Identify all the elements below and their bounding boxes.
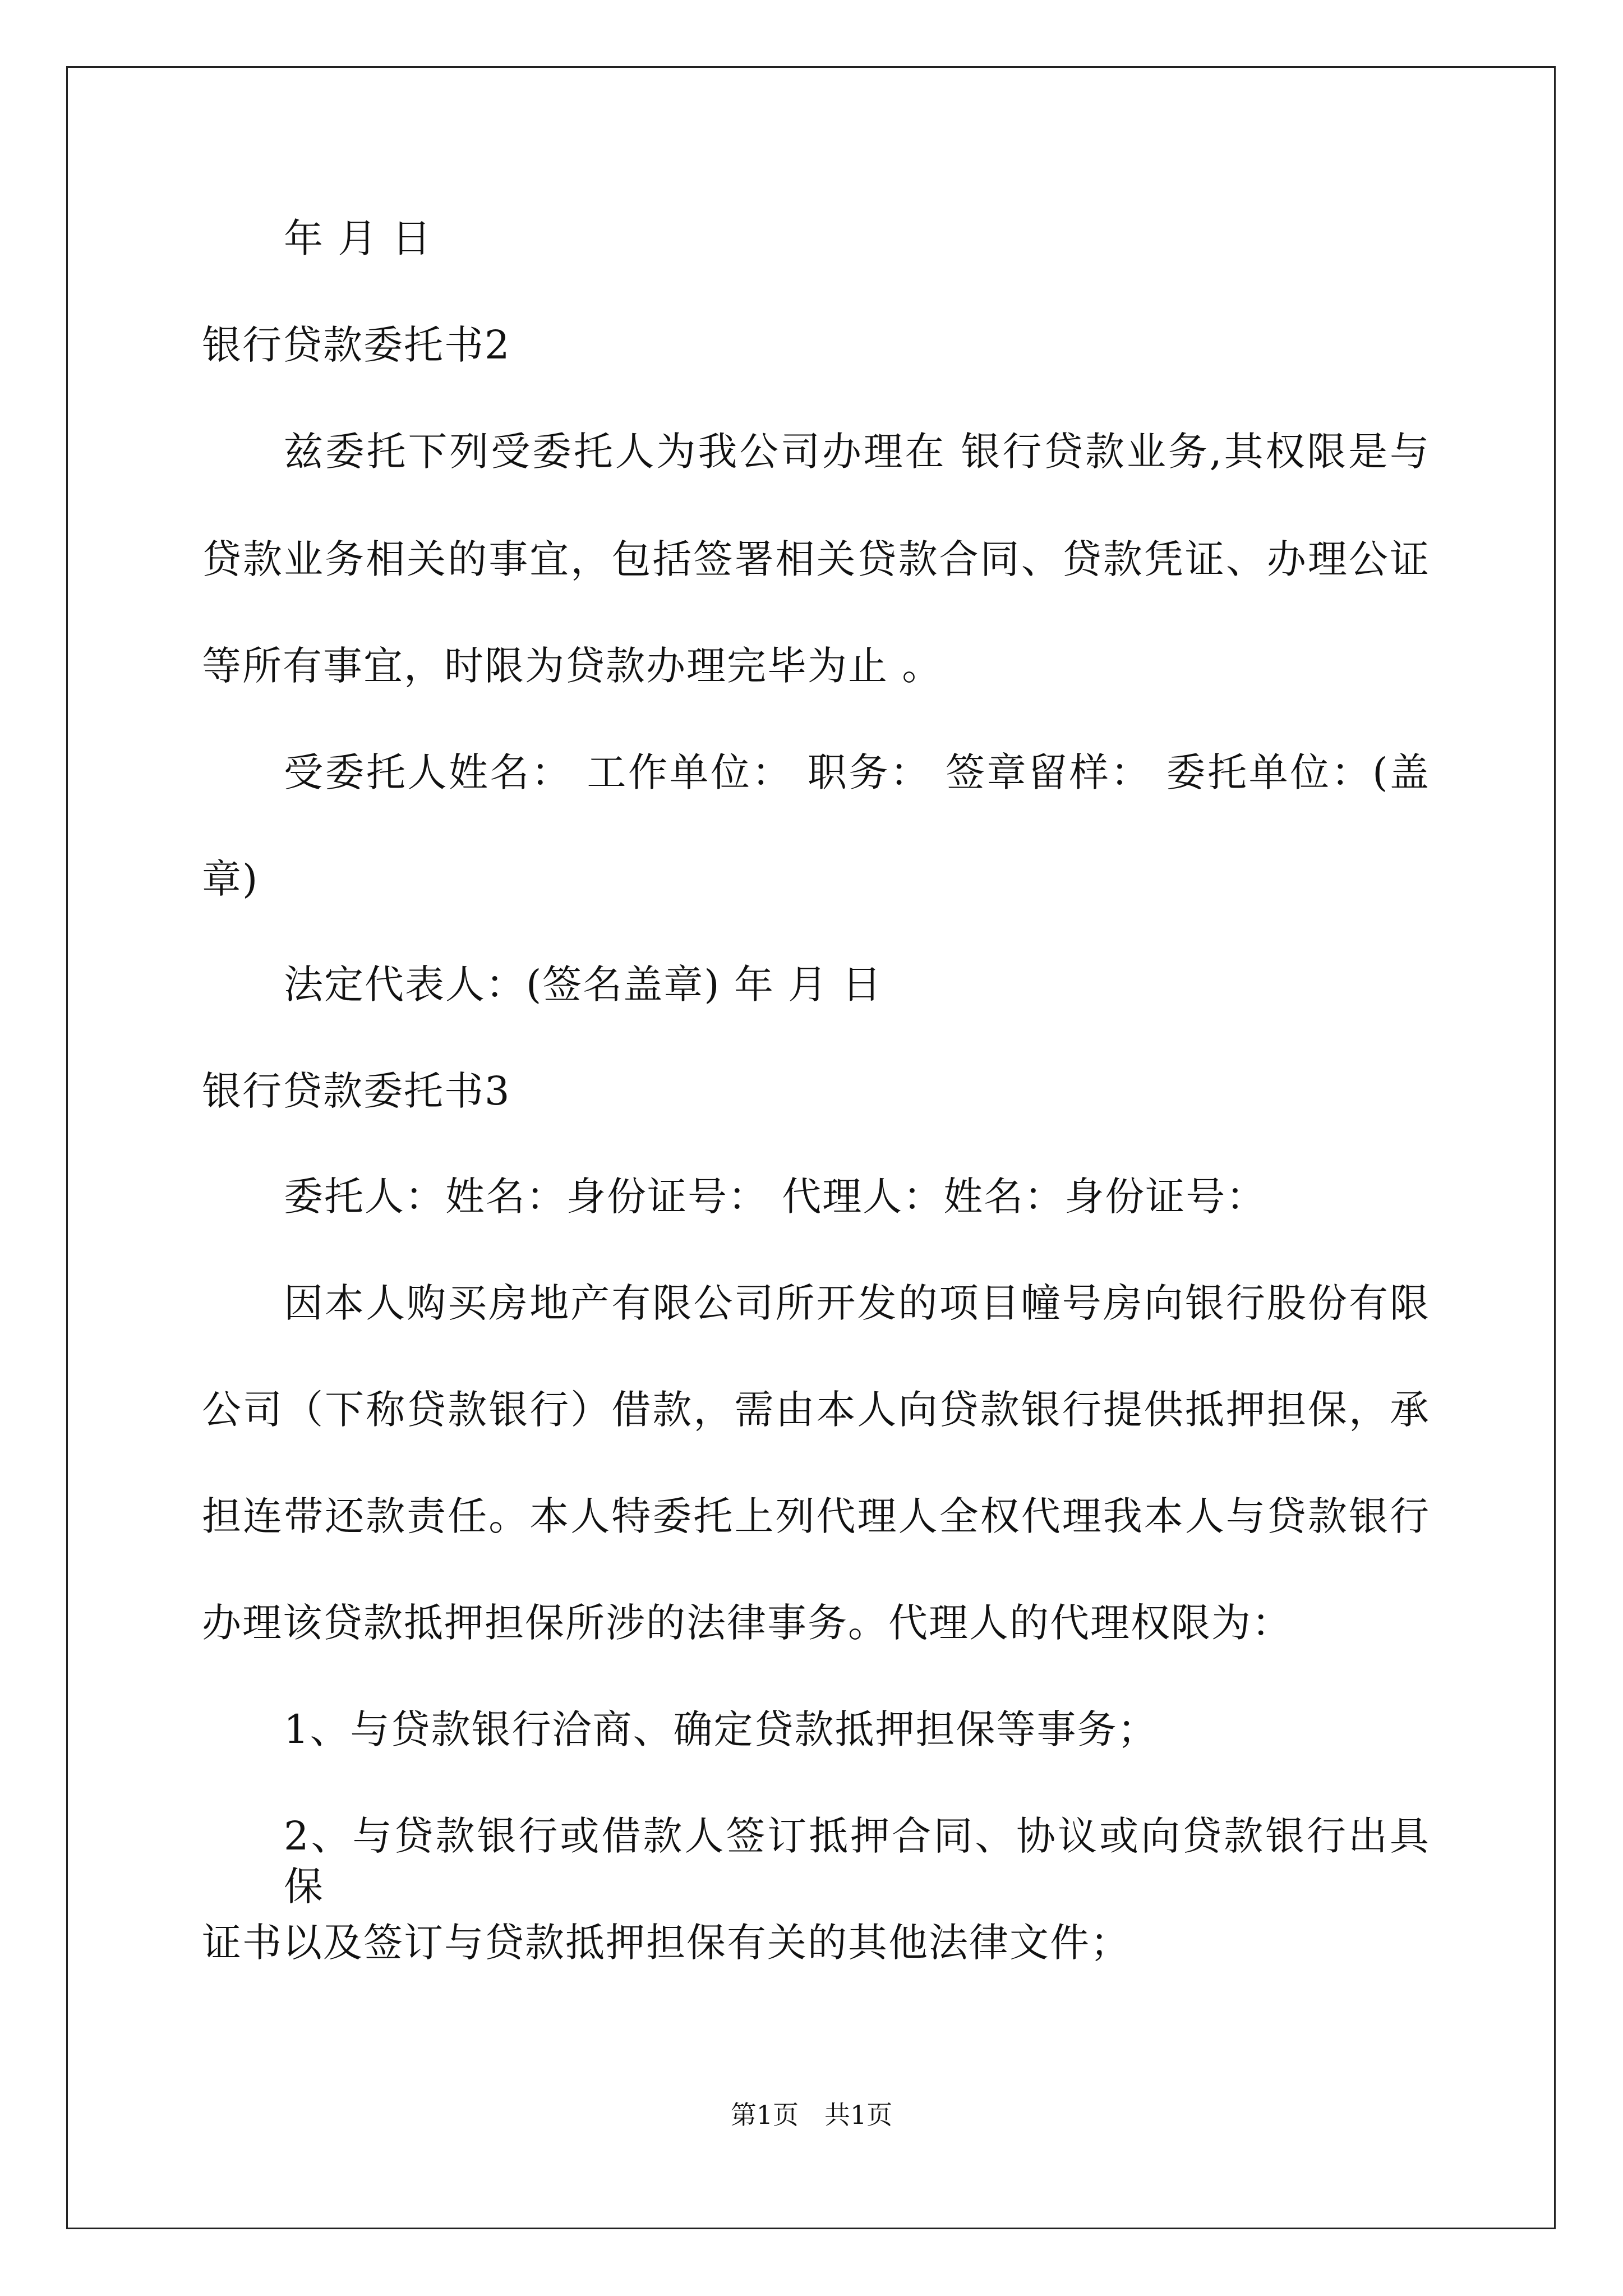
section-heading-3: 银行贷款委托书3 (202, 1068, 511, 1114)
paragraph-line: 担连带还款责任。本人特委托上列代理人全权代理我本人与贷款银行 (202, 1493, 1430, 1539)
paragraph-line: 受委托人姓名： 工作单位： 职务： 签章留样： 委托单位：(盖 (284, 749, 1430, 795)
paragraph-line: 章) (202, 856, 259, 902)
signature-line: 法定代表人：(签名盖章) 年 月 日 (284, 961, 883, 1007)
paragraph-line: 公司（下称贷款银行）借款，需由本人向贷款银行提供抵押担保，承 (202, 1387, 1430, 1433)
page-number: 第1页 共1页 (730, 2100, 893, 2130)
paragraph-line: 等所有事宜，时限为贷款办理完毕为止 。 (202, 643, 943, 689)
paragraph-line: 办理该贷款抵押担保所涉的法律事务。代理人的代理权限为： (202, 1600, 1292, 1646)
section-heading-2: 银行贷款委托书2 (202, 322, 511, 368)
paragraph-line: 贷款业务相关的事宜，包括签署相关贷款合同、贷款凭证、办理公证 (202, 536, 1430, 582)
list-item-continuation: 证书以及签订与贷款抵押担保有关的其他法律文件； (202, 1920, 1131, 1966)
list-item: 1、与贷款银行洽商、确定贷款抵押担保等事务； (284, 1706, 1158, 1752)
paragraph-line: 兹委托下列受委托人为我公司办理在 银行贷款业务,其权限是与 (284, 429, 1430, 475)
date-line: 年 月 日 (284, 215, 432, 261)
paragraph-line: 因本人购买房地产有限公司所开发的项目幢号房向银行股份有限 (284, 1280, 1430, 1326)
paragraph-line: 委托人：姓名：身份证号： 代理人：姓名：身份证号： (284, 1174, 1267, 1220)
list-item: 2、与贷款银行或借款人签订抵押合同、协议或向贷款银行出具保 (284, 1813, 1430, 1910)
